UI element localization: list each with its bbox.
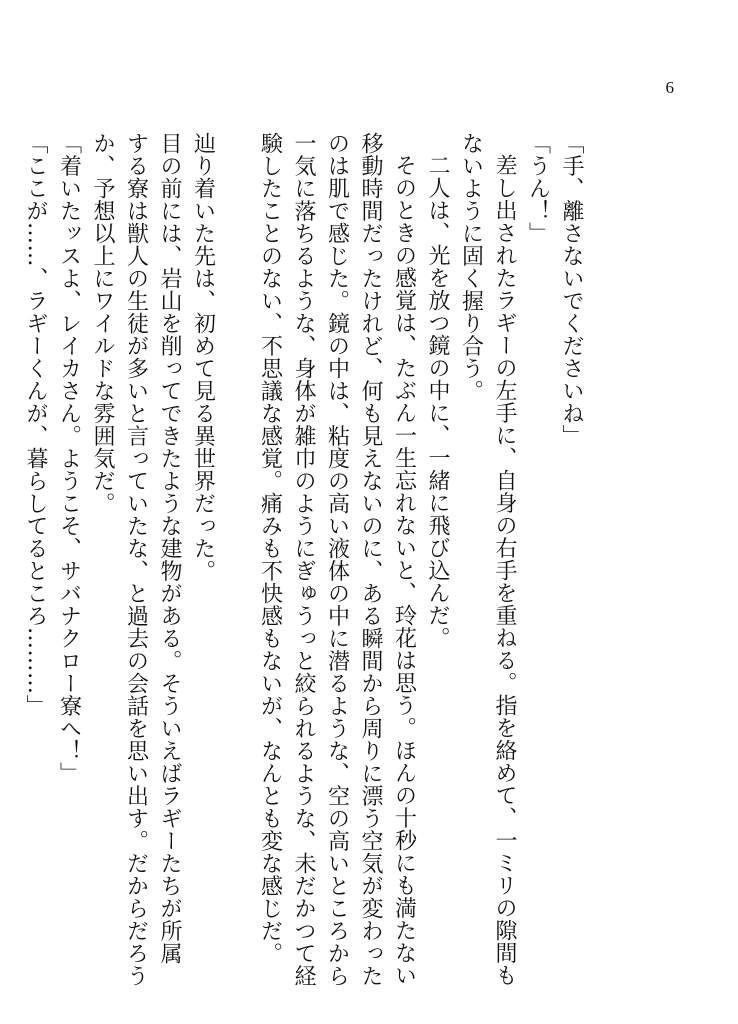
paragraph-narration: 移動時間だったけれど、何も見えないのに、ある瞬間から周りに漂う空気が変わった (358, 132, 383, 987)
paragraph-narration: 験したことのない、不思議な感覚。痛みも不快感もないが、なんとも変な感じだ。 (257, 132, 283, 965)
paragraph-narration: のは肌で感じた。鏡の中は、粘度の高い液体の中に潜るような、空の高いところから (324, 132, 350, 987)
paragraph-narration: 目の前には、岩山を削ってできたような建物がある。そういえばラギーたちが所属 (157, 132, 182, 965)
paragraph-narration: 差し出されたラギーの左手に、自身の右手を重ねる。指を絡めて、一ミリの隙間も (492, 154, 517, 987)
paragraph-dialogue: 「うん！」 (525, 132, 551, 245)
paragraph-dialogue: 「ここが……、ラギーくんが、暮らしてるところ………」 (23, 132, 48, 717)
body-text (23, 132, 588, 987)
paragraph-dialogue: 「着いたッスよ、レイカさん。ようこそ、サバナクロー寮へ！」 (56, 132, 82, 785)
paragraph-narration: ないように固く握り合う。 (458, 132, 484, 402)
paragraph-narration: 辿り着いた先は、初めて見る異世界だった。 (190, 132, 216, 582)
paragraph-dialogue: 「手、離さないでくださいね」 (559, 132, 584, 447)
paragraph-narration: 二人は、光を放つ鏡の中に、一緒に飛び込んだ。 (425, 154, 450, 649)
paragraph-narration: そのときの感覚は、たぶん一生忘れないと、玲花は思う。ほんの十秒にも満たない (391, 154, 417, 987)
scene-break (220, 132, 254, 932)
paragraph-narration: する寮は獣人の生徒が多いと言っていたな、と過去の会話を思い出す。だからだろう (123, 132, 149, 987)
paragraph-narration: 一気に落ちるような、身体が雑巾のようにぎゅうっと絞られるような、未だかつて経 (291, 132, 316, 987)
page-number: 6 (665, 78, 674, 97)
paragraph-narration: か、予想以上にワイルドな雰囲気だ。 (90, 132, 115, 515)
